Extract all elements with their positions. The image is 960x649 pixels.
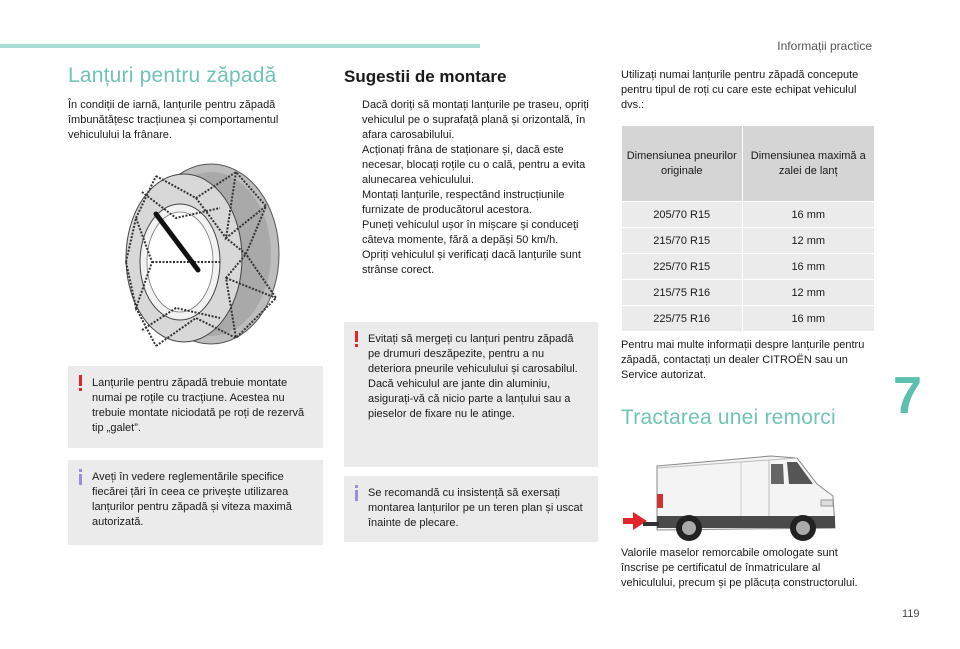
table-cell: 225/70 R15 xyxy=(622,254,743,280)
table-cell: 12 mm xyxy=(742,280,875,306)
more-info-text: Pentru mai multe informații despre lanțurile pentru zăpadă, contactați un dealer CITROËN sau un Service autorizat. xyxy=(621,339,865,381)
column-header-original-tyre: Dimensiunea pneurilor originale xyxy=(622,126,743,202)
warning-icon xyxy=(78,375,83,391)
table-cell: 215/70 R15 xyxy=(622,228,743,254)
rear-arrow-icon xyxy=(623,512,647,530)
warning-box-drive-wheels xyxy=(68,366,323,448)
info-text-regulations: Aveți în vedere reglementările specifice fiecărei țări în ceea ce privește utilizarea lanțurilor pentru zăpadă și viteza maximă autorizată. xyxy=(92,471,292,528)
list-item xyxy=(344,143,594,188)
list-item-text: Dacă doriți să montați lanțurile pe traseu, opriți vehiculul pe o suprafață plană și orizontală, în afara carosabilului. xyxy=(362,99,589,141)
list-item xyxy=(344,188,594,218)
list-item-text: Opriți vehiculul și verificați dacă lanțurile sunt strânse corect. xyxy=(362,249,581,276)
info-box-regulations xyxy=(68,460,323,545)
warning-text-cleared-roads: Evitați să mergeți cu lanțuri pentru zăpadă pe drumuri deszăpezite, pentru a nu deteriora pneurile vehiculului și carosabilul. Dacă vehiculul are jante din aluminiu, asigurați-vă că nicio parte a lanțului sau a pieselor de fixare nu le atinge. xyxy=(368,333,578,420)
snow-chain-tire-illustration xyxy=(116,158,286,350)
list-item-text: Puneți vehiculul ușor în mișcare și conduceți câteva momente, fără a depăși 50 km/h. xyxy=(362,219,579,246)
list-item xyxy=(344,98,594,143)
table-cell: 215/75 R16 xyxy=(622,280,743,306)
table-cell: 16 mm xyxy=(742,306,875,332)
warning-icon xyxy=(354,331,359,347)
fitting-tips-list xyxy=(344,98,594,278)
column-header-max-link: Dimensiunea maximă a zalei de lanț xyxy=(742,126,875,202)
table-cell: 12 mm xyxy=(742,228,875,254)
van-towing-illustration xyxy=(621,450,841,542)
list-item-text: Montați lanțurile, respectând instrucțiunile furnizate de producătorul acestora. xyxy=(362,189,565,216)
list-item xyxy=(344,248,594,278)
table-cell: 16 mm xyxy=(742,202,875,228)
table-row xyxy=(622,202,875,228)
table-row xyxy=(622,254,875,280)
towing-text: Valorile maselor remorcabile omologate sunt înscrise pe certificatul de înmatriculare al vehiculului, precum și pe plăcuța constructorului. xyxy=(621,547,858,589)
title-towing: Tractarea unei remorci xyxy=(621,406,836,429)
section-header: Informații practice xyxy=(777,39,872,53)
info-box-practice xyxy=(344,476,598,542)
tyre-sizes-intro: Utilizați numai lanțurile pentru zăpadă concepute pentru tipul de roți cu care este echipat vehiculul dvs.: xyxy=(621,69,859,111)
warning-text-drive-wheels: Lanțurile pentru zăpadă trebuie montate numai pe roțile cu tracțiune. Acestea nu trebuie montate niciodată pe roți de rezervă tip „galet”. xyxy=(92,377,305,434)
info-text-practice: Se recomandă cu insistență să exersați montarea lanțurilor pe un teren plan și uscat înainte de plecare. xyxy=(368,487,583,529)
list-item xyxy=(344,218,594,248)
table-cell: 205/70 R15 xyxy=(622,202,743,228)
table-cell: 225/75 R16 xyxy=(622,306,743,332)
info-icon xyxy=(354,485,359,501)
table-header-row xyxy=(622,126,875,202)
chapter-number: 7 xyxy=(893,367,922,425)
table-row xyxy=(622,280,875,306)
page-number: 119 xyxy=(902,608,920,620)
snow-chains-intro: În condiții de iarnă, lanțurile pentru zăpadă îmbunătățesc tracțiunea și comportamentul vehiculului la frânare. xyxy=(68,99,279,141)
header-accent-bar xyxy=(0,44,480,48)
title-snow-chains: Lanțuri pentru zăpadă xyxy=(68,64,277,87)
list-item-text: Acționați frâna de staționare și, dacă este necesar, blocați roțile cu o cală, pentru a evita alunecarea vehiculului. xyxy=(362,144,586,186)
info-icon xyxy=(78,469,83,485)
title-fitting-tips: Sugestii de montare xyxy=(344,67,507,86)
table-row xyxy=(622,228,875,254)
table-cell: 16 mm xyxy=(742,254,875,280)
tyre-sizes-table xyxy=(621,125,875,332)
table-row xyxy=(622,306,875,332)
warning-box-cleared-roads xyxy=(344,322,598,467)
